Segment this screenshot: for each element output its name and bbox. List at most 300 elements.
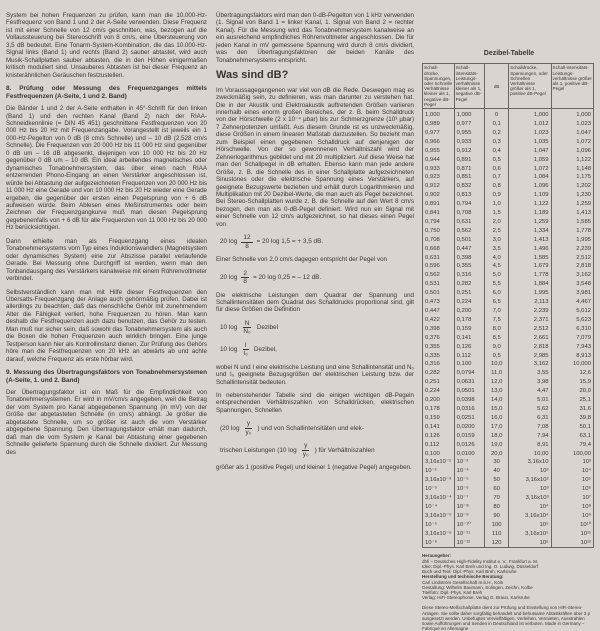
table-row [423, 512, 594, 521]
table-cell: 0,141 [423, 423, 455, 432]
table-cell: 0,355 [454, 262, 485, 271]
table-cell: 3,16x10 [509, 458, 551, 467]
table-cell: 8,0 [485, 325, 509, 334]
table-row [423, 450, 594, 459]
table-cell: 0,251 [423, 378, 455, 387]
text-column-middle [216, 12, 414, 478]
table-cell: 0 [485, 109, 509, 120]
table-cell: 2,818 [509, 343, 551, 352]
table-cell: 12,6 [551, 369, 593, 378]
table-cell: 0,251 [454, 289, 485, 298]
table-cell: 2,661 [509, 334, 551, 343]
table-cell: 6,0 [485, 289, 509, 298]
table-cell: 0,100 [454, 360, 485, 369]
table-cell: 7,94 [509, 432, 551, 441]
formula-term: (20 log [220, 424, 240, 432]
table-cell: 0,955 [423, 147, 455, 156]
formula [220, 442, 414, 458]
credit-line: Titelfoto: Dipl.-Phys. Karl Breh [422, 589, 483, 595]
table-cell: 2,0 [485, 218, 509, 227]
table-cell: 10⁷ [551, 494, 593, 503]
formula [220, 320, 414, 336]
table-cell: 1,084 [509, 173, 551, 182]
table-cell: 7,0 [485, 307, 509, 316]
table-cell: 110 [485, 530, 509, 539]
table-cell: 10⁻⁵ [454, 476, 485, 485]
table-cell: 3,55 [509, 369, 551, 378]
table-cell: 0,708 [454, 209, 485, 218]
table-cell: 3,16x10⁵ [509, 530, 551, 539]
table-cell: 10⁻³ [454, 458, 485, 467]
denominator: y₀ [245, 428, 252, 436]
table-cell: 0,933 [454, 138, 485, 147]
table-cell: 10¹¹ [551, 530, 593, 539]
credit-line: Herstellung und technische Beratung: [422, 574, 504, 580]
credit-line: dhfi – Deutsches High-Fidelity Institut e. V., Frankfurt a. M. [422, 558, 539, 564]
table-row [423, 458, 594, 467]
table-cell: 1,000 [509, 109, 551, 120]
table-row [423, 467, 594, 476]
credit-line: Gestaltung: Wilhelm Baumann, Solingen, Zeichn. Kolbe [422, 584, 533, 590]
table-cell: 0,794 [423, 218, 455, 227]
credits-block [422, 553, 596, 600]
table-cell: 10⁻⁸ [454, 503, 485, 512]
table-cell: 1,413 [551, 209, 593, 218]
table-cell: 0,912 [423, 182, 455, 191]
credit-line: Idee: Dipl.-Phys. Karl Breh und Ing. O. Ludwig, Düsseldorf [422, 563, 539, 569]
table-cell: 10² [509, 467, 551, 476]
table-row [423, 343, 594, 352]
credit-line: Herausgeber: [422, 553, 452, 559]
paragraph: Im Voraussagegangenen war viel von dB die Rede. Deswegen mag es zweckmäßig sein, zu definieren, was man darunter zu verstehen hat. Die in der Akustik und Elektroakustik auftretenden Größen variieren innerhalb eines enorm großen Bereiches, der z. B. beim Schalldruck von der Hörschwelle (2 x 10⁻⁴ µbar) bis zur Schmerzgrenze (10³ µbar) 7 Zehnerpotenzen umfaßt. Aus diesem Grunde ist es unzweckmäßig, diese Größen in einem linearen Maßstab darzustellen. So bezieht man zum Beispiel einen gegebenen Schalldruck auf denjenigen der Hörschwelle. Von der so gewonnenen Verhältniszahl wird der Zehnerlogarithmus gebildet und mit 20 multipliziert. Auf diese Weise hat man den Schallpegel in dB erhalten. Ebenso kann man jede andere Größe, z. B. die Schnelle des in einer Schallplatte aufgezeichneten Sinustones oder die elektrische Spannung eines Verstärkers, auf geeignete Bezugswerte beziehen und erhält durch Logarithmieren und Multiplikation mit 20 Dezibel-Werte, die man auch als Pegel bezeichnet. Bei Stereo-Schallplatten wurde z. B. die Schnelle auf den Wert 8 cm/s bezogen, den man als 0-dB-Pegel definiert. Wird nun ein Signal mit einer Schnelle von 12 cm/s aufgezeichnet, so hat dieses einen Pegel von [216, 86, 414, 228]
table-cell: 0,398 [454, 254, 485, 263]
table-cell: 10⁻¹⁰ [454, 521, 485, 530]
table-cell: 10⁻³ [423, 485, 455, 494]
table-row [423, 165, 594, 174]
table-cell: 4,467 [551, 298, 593, 307]
table-cell: 0,447 [423, 307, 455, 316]
column-header: dB [485, 64, 509, 109]
numerator: 2 [243, 269, 247, 277]
table-cell: 10⁶ [551, 485, 593, 494]
table-cell: 10¹² [551, 539, 593, 548]
table-cell: 1,023 [509, 129, 551, 138]
table-cell: 0,531 [423, 280, 455, 289]
table-row [423, 156, 594, 165]
table-row [423, 191, 594, 200]
table-cell: 6,5 [485, 298, 509, 307]
table-cell: 0,5 [485, 156, 509, 165]
table-cell: 0,794 [454, 200, 485, 209]
table-cell: 1,175 [551, 173, 593, 182]
numerator: y [246, 420, 251, 428]
table-cell: 1,000 [423, 109, 455, 120]
numerator: y [304, 442, 308, 450]
table-cell: 0,141 [454, 334, 485, 343]
section-heading: 8. Prüfung oder Messung des Frequenzganges mittels Festfrequenzen (A-Seite, 1 und 2. Band) [6, 85, 207, 100]
table-cell: 0,562 [423, 271, 455, 280]
table-cell: 3,16x10² [509, 476, 551, 485]
numerator: N [244, 319, 250, 327]
table-row [423, 503, 594, 512]
formula-term: Dezibel [256, 324, 279, 332]
denominator: y₀ [302, 450, 309, 458]
table-row [423, 494, 594, 503]
table-cell: 63,1 [551, 432, 593, 441]
table-cell: 7,079 [551, 334, 593, 343]
table-cell: 10,0 [485, 360, 509, 369]
table-cell: 0,841 [423, 209, 455, 218]
table-cell: 17,0 [485, 423, 509, 432]
table-row [423, 414, 594, 423]
table-cell: 1,585 [551, 218, 593, 227]
table-cell: 1,679 [509, 262, 551, 271]
table-row [423, 254, 594, 263]
table-cell: 3,16x10⁴ [509, 512, 551, 521]
table-cell: 16,0 [485, 414, 509, 423]
table-body [423, 109, 594, 548]
table-row [423, 245, 594, 254]
table-cell: 3,16x10⁻² [423, 458, 455, 467]
table-cell: 5,5 [485, 280, 509, 289]
table-cell: 2,512 [509, 325, 551, 334]
table-cell: 10⁻⁷ [454, 494, 485, 503]
table-cell: 0,0316 [454, 405, 485, 414]
table-cell: 0,851 [454, 173, 485, 182]
column-header: Schall-intensitäts-Leistungs-verhältnisse größer als 1, positive dB-Pegel [551, 64, 593, 109]
table-cell: 3,16x10⁻⁴ [423, 494, 455, 503]
table-row [423, 209, 594, 218]
table-row [423, 280, 594, 289]
table-row [423, 441, 594, 450]
table-cell: 0,112 [423, 441, 455, 450]
paragraph: Der Übertragungsfaktor ist ein Maß für die Empfindlichkeit von Tonabnehmersystemen. Er wird in mV/cm/s angegeben, weil die Betrag der vom System pro Kanal abgegebenen Spannung (in mV) von der Größe der abgetasteten Schnelle (in cm/s) abhängt. Je größer die abgetastete Schnelle, um so größer ist auch die vom Verstärker abgegebene Spannung. Den Übertragungsfaktor erhält man dadurch, daß man die vom System je Kanal bei Abtastung einer gegebenen Schnelle gelieferte Spannung durch die Schnelle dividiert. Zur Messung des [6, 389, 207, 456]
table-cell: 14,0 [485, 396, 509, 405]
formula [220, 234, 414, 250]
paragraph: Die elektrische Leistungen dem Quadrat der Spannung und Schallintensitäten dem Quadrat des Schalldrucks proportional sind, gilt für diese Größen die Definition [216, 291, 414, 314]
table-row [423, 109, 594, 120]
table-cell: 10⁵ [551, 476, 593, 485]
table-cell: 20,0 [485, 450, 509, 459]
table-cell: 1,047 [551, 129, 593, 138]
table-cell: 50 [485, 476, 509, 485]
table-cell: 7,5 [485, 316, 509, 325]
table-cell: 10⁻¹¹ [454, 530, 485, 539]
table-row [423, 405, 594, 414]
table-row [423, 360, 594, 369]
table-cell: 3,981 [551, 289, 593, 298]
table-cell: 1,496 [509, 245, 551, 254]
table-cell: 0,871 [454, 165, 485, 174]
paragraph: Die Bänder 1 und 2 der A-Seite enthalten in 45°-Schrift für den linken (Band 1) und den rechten Kanal (Band 2) nach der RIAA-Schneidkennlinie (= DIN 45 451) geschnittene Festfrequenzen von 20 000 Hz bis 20 Hz mit Frequenzangabe. Vorangestellt ist jeweils ein 1 000-Hz-Pegelton von 0 dB (8 cm/s Schnelle) und – 10 dB (2,528 cm/s Schnelle). Die Frequenzen von 20 000 Hz bis 11 000 Hz sind gegenüber 0 dB um – 16 dB abgesenkt, diejenigen von 10 000 Hz bis 20 Hz gegenüber 0 dB um – 10 dB. Ein ideal arbeitendes magnetisches oder dynamisches Tonabnehmersystem, das über einen nach RIAA entzerrenden Phono-Eingang an einen Verstärker angeschlossen ist, würde bei Abtastung der aufgezeichneten Frequenzen von 20 000 Hz bis 11 000 Hz eine Gerade und von 10 000 Hz bis 20 Hz wieder eine Gerade ergeben, die gegenüber der ersten einen Pegelsprung von + 6 dB aufweisen würde. Beim Ablesen eines Meßinstrumentes oder beim Zeichnen der Frequenzgangkurve muß man diesen Pegelsprung gegebenenfalls von + 6 dB für alle Frequenzen von 11 000 Hz bis 20 000 Hz berücksichtigen. [6, 105, 207, 232]
table-cell: 0,912 [454, 147, 485, 156]
table-cell: 3,162 [509, 360, 551, 369]
table-header-row [423, 64, 594, 109]
table-cell: 9,5 [485, 352, 509, 361]
table-cell: 0,316 [454, 271, 485, 280]
table-cell: 0,422 [423, 316, 455, 325]
table-cell: 80 [485, 503, 509, 512]
table-row [423, 476, 594, 485]
table-cell: 2,113 [509, 298, 551, 307]
paragraph: Dann erhielte man als Frequenzgang eines idealen Tonabnehmersystems vom Typ eines Induktionswandlers (Magnetsystem oder dynamisches System) eine zur Abszisse parallel verlaufende Gerade. Bei Messung ohne Durchgriff ist werden, wenn man den Tonbandausgang des Verstärkers kanalweise mit einem Röhrenvoltmeter verbindet. [6, 237, 207, 283]
section-title: Was sind dB? [216, 69, 289, 82]
table-cell: 0,989 [423, 120, 455, 129]
table-row [423, 387, 594, 396]
fraction [244, 420, 254, 436]
denominator: I₀ [243, 350, 248, 358]
table-cell: 0,631 [454, 218, 485, 227]
table-cell: 2,818 [551, 262, 593, 271]
table-cell: 1,5 [485, 209, 509, 218]
table-cell: 8,5 [485, 334, 509, 343]
table-cell: 2,985 [509, 352, 551, 361]
table-cell: 30 [485, 458, 509, 467]
table-cell: 3,16x10³ [509, 494, 551, 503]
table-cell: 1,023 [551, 120, 593, 129]
table-cell: 0,282 [454, 280, 485, 289]
table-cell: 0,282 [423, 369, 455, 378]
table-cell: 6,31 [509, 414, 551, 423]
table-cell: 10⁻⁴ [454, 467, 485, 476]
table-cell: 0,224 [454, 298, 485, 307]
table-cell: 7,08 [509, 423, 551, 432]
table-cell: 1,047 [509, 147, 551, 156]
table-row [423, 521, 594, 530]
table-cell: 18,0 [485, 432, 509, 441]
formula [220, 420, 414, 436]
formula-term: = 20 log 0,25 = – 12 dB. [252, 273, 322, 281]
table-cell: 0,447 [454, 245, 485, 254]
table-cell: 0,316 [423, 360, 455, 369]
table-cell: 0,891 [454, 156, 485, 165]
table-cell: 10⁻⁶ [454, 485, 485, 494]
table-cell: 3,98 [509, 378, 551, 387]
table-cell: 1,995 [551, 236, 593, 245]
table-cell: 1,109 [509, 191, 551, 200]
formula-term: 20 log [220, 238, 238, 246]
table-cell: 0,159 [423, 414, 455, 423]
table-row [423, 352, 594, 361]
table-cell: 0,2 [485, 129, 509, 138]
table-cell: 0,923 [423, 173, 455, 182]
table-cell: 1,096 [509, 182, 551, 191]
table-cell: 9,0 [485, 343, 509, 352]
formula-term: 10 log [220, 345, 238, 353]
table-cell: 1,072 [509, 165, 551, 174]
table-row [423, 530, 594, 539]
text-column-left [6, 12, 207, 462]
table-cell: 1,778 [551, 227, 593, 236]
table-cell: 0,178 [423, 405, 455, 414]
table-cell: 0,944 [423, 156, 455, 165]
credit-line: Buch und Text: Dipl.-Phys. Karl Breh, Karlsruhe [422, 569, 517, 575]
numerator: 12 [243, 234, 251, 242]
table-row [423, 325, 594, 334]
table-cell: 10⁶ [509, 539, 551, 548]
table-row [423, 316, 594, 325]
table-cell: 0,200 [454, 307, 485, 316]
table-cell: 5,62 [509, 405, 551, 414]
table-cell: 79,4 [551, 441, 593, 450]
table-cell: 0,100 [423, 450, 455, 459]
table-row [423, 129, 594, 138]
numerator: I [244, 341, 247, 349]
table-cell: 10,000 [551, 360, 593, 369]
table-cell: 0,355 [423, 343, 455, 352]
paragraph: Einer Schnelle von 2,0 cm/s dagegen entspricht der Pegel von [216, 256, 387, 264]
denominator: 8 [243, 278, 247, 286]
table-cell: 0,902 [423, 191, 455, 200]
table-cell: 0,0126 [454, 441, 485, 450]
table-cell: 10,00 [509, 450, 551, 459]
table-cell: 39,8 [551, 414, 593, 423]
table-cell: 10⁻⁵ [423, 521, 455, 530]
table-cell: 31,6 [551, 405, 593, 414]
table-cell: 0,0501 [454, 387, 485, 396]
formula-term: ) für Verhältniszahlen [314, 446, 375, 454]
table-cell: 2,512 [551, 254, 593, 263]
table-cell: 11,0 [485, 369, 509, 378]
table-cell: 0,159 [454, 325, 485, 334]
table-cell: 40 [485, 467, 509, 476]
table-cell: 5,0 [485, 271, 509, 280]
table-cell: 20,0 [551, 387, 593, 396]
table-cell: 0,0159 [454, 432, 485, 441]
table-cell: 0,562 [454, 227, 485, 236]
table-row [423, 334, 594, 343]
fraction [241, 270, 249, 286]
table-cell: 0,200 [423, 396, 455, 405]
table-row [423, 262, 594, 271]
paragraph: wobei N und I eine elektrische Leistung und eine Schallintensität und N₀ und I₀ geeignete Bezugsgrößen der elektrischen Leistung bzw. der Schallintensität bedeuten. [216, 363, 414, 386]
table-cell: 1,585 [509, 254, 551, 263]
table-cell: 1,778 [509, 271, 551, 280]
table-cell: 4,5 [485, 262, 509, 271]
table-row [423, 432, 594, 441]
table-row [423, 539, 594, 548]
table-cell: 0,0794 [454, 369, 485, 378]
table-cell: 15,9 [551, 378, 593, 387]
section-heading: 9. Messung des Übertragungsfaktors von Tonabnehmersystemen (A-Seite, 1. und 2. Band) [6, 369, 207, 384]
table-cell: 1,995 [509, 289, 551, 298]
formula-term: = 20 log 1,5 = + 3,5 dB. [256, 238, 324, 246]
table-cell: 2,239 [551, 245, 593, 254]
table-cell: 0,112 [454, 352, 485, 361]
table-row [423, 485, 594, 494]
legal-note: Diese Stereo-Meßschallplatte dient zur Prüfung und Einstellung von HiFi-Stereo-Anlagen. Sie sollte daher sorgfältig behandelt und behutsame Abtastkräften über 3 p ausgesetzt werden. Unbefugtes Vervielfältigen, Verleihen, Vermieten, Ausstrahlen sowie Aufführungen und Senden in Deutschland ist verboten. Made in Germany – Fabriqué en Allemagne [422, 605, 591, 631]
column-header: Schall-drücke, Spannungen, oder Schnelle Verhältnisse kleiner als 1, negative dB-Pegel [423, 64, 455, 109]
table-cell: 8,91 [509, 441, 551, 450]
table-cell: 25,1 [551, 396, 593, 405]
table-cell: 3,16x10⁻³ [423, 476, 455, 485]
table-cell: 0,335 [423, 352, 455, 361]
table-cell: 7,943 [551, 343, 593, 352]
table-row [423, 138, 594, 147]
table-cell: 3,16x10⁻⁵ [423, 512, 455, 521]
table-cell: 3,548 [551, 280, 593, 289]
formula-term: trischen Leistungen (10 log [220, 446, 297, 454]
table-cell: 5,01 [509, 396, 551, 405]
table-cell: 0,813 [454, 191, 485, 200]
table-cell: 2,5 [485, 227, 509, 236]
table-cell: 0,750 [423, 227, 455, 236]
table-cell: 0,832 [454, 182, 485, 191]
table-cell: 2,239 [509, 307, 551, 316]
table-cell: 0,6 [485, 165, 509, 174]
table-cell: 0,398 [423, 325, 455, 334]
table-cell: 0,955 [454, 129, 485, 138]
table-cell: 0,0200 [454, 423, 485, 432]
decibel-table [422, 63, 594, 548]
table-cell: 10⁻¹² [454, 539, 485, 548]
fraction [241, 234, 252, 250]
denominator: N₀ [243, 328, 251, 336]
fraction [301, 442, 311, 458]
table-row [423, 271, 594, 280]
table-cell: 1,334 [509, 227, 551, 236]
table-cell: 0,977 [423, 129, 455, 138]
formula-term: 10 log [220, 324, 238, 332]
table-cell: 5,012 [551, 307, 593, 316]
table-cell: 10⁵ [509, 521, 551, 530]
table-cell: 3,5 [485, 245, 509, 254]
table-cell: 10⁻² [423, 467, 455, 476]
table-cell: 0,596 [423, 262, 455, 271]
table-cell: 0,631 [423, 254, 455, 263]
table-cell: 8,913 [551, 352, 593, 361]
credit-line: Verlag: HiFi-Stereophonie, Verlag G. Braun, Karlsruhe [422, 595, 530, 601]
paragraph: In nebenstehender Tabelle sind die einigen wichtigen dB-Pegeln entsprechenden Verhältniszahlen von Schalldrücken, elektrischen Spannungen, Schnellen [216, 392, 414, 414]
table-row [423, 147, 594, 156]
table-cell: 120 [485, 539, 509, 548]
formula-term: Dezibel, [253, 345, 277, 353]
table-row [423, 218, 594, 227]
table-cell: 4,0 [485, 254, 509, 263]
table-row [423, 289, 594, 298]
column-header: Schalldrücke, Spannungen, oder Schnellen Verhältnisse größer als 1, positive dB-Pegel [509, 64, 551, 109]
table-cell: 1,059 [509, 156, 551, 165]
table-cell: 10³ [509, 485, 551, 494]
table-cell: 3,0 [485, 236, 509, 245]
table-cell: 10⁻⁶ [423, 539, 455, 548]
table-cell: 0,4 [485, 147, 509, 156]
table-cell: 1,072 [551, 138, 593, 147]
paragraph: System bei hohen Frequenzen zu prüfen, kann man die 10.000-Hz-Festfrequenz von Band 1 und 2 der A-Seite verwenden. Diese Frequenz ist mit einer Schnelle von 12 cm/s geschnitten, was, bezogen auf die Vollaussteuerung bei Stereoschrift von 8 cm/s, eine Übersteuerung von 3,5 dB bedeutet. Eine Tonarm-System-Kombination, die das 10.000-Hz-Signal links (Band 1) und rechts (Band 2) sauber abtastet, wird auch Musik-Schallplatten sauber abtasten, die in den Höhen einigermaßen kritisch moduliert sind. Unsauberes Abtasten ist bei dieser Frequenz an knisterähnlichen Geräuschen festzustellen. [6, 12, 207, 79]
table-cell: 1,035 [509, 138, 551, 147]
table-row [423, 423, 594, 432]
table-cell: 0,0251 [454, 414, 485, 423]
table-cell: 0,501 [423, 289, 455, 298]
table-row [423, 236, 594, 245]
table-cell: 1,122 [509, 200, 551, 209]
table-cell: 0,1 [485, 120, 509, 129]
formula [220, 342, 414, 358]
table-row [423, 173, 594, 182]
formula [220, 270, 414, 286]
table-cell: 0,966 [423, 138, 455, 147]
table-cell: 3,162 [551, 271, 593, 280]
table-cell: 10¹⁰ [551, 521, 593, 530]
table-cell: 0,708 [423, 236, 455, 245]
table-cell: 1,0 [485, 200, 509, 209]
table-row [423, 307, 594, 316]
table-row [423, 378, 594, 387]
fraction [241, 320, 252, 336]
table-cell: 10⁻⁴ [423, 503, 455, 512]
table-cell: 0,933 [423, 165, 455, 174]
table-cell: 0,126 [423, 432, 455, 441]
